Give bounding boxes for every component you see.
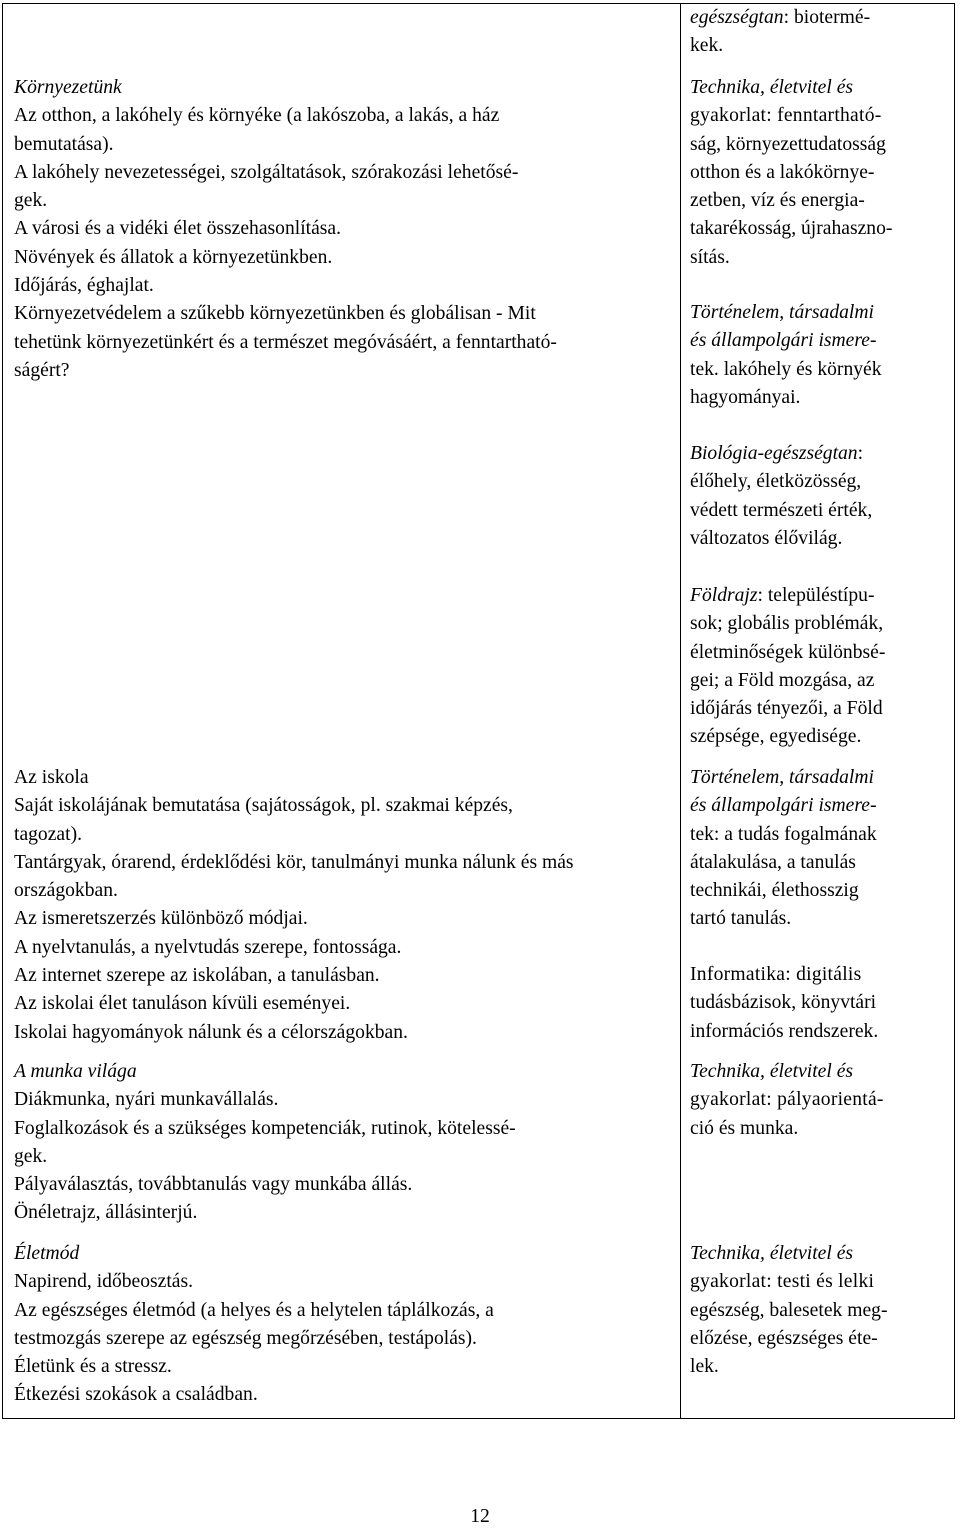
text-line: információs rendszerek.: [690, 1020, 879, 1042]
crossref-biologia-2: [690, 440, 872, 553]
section-az-iskola: [14, 764, 574, 1047]
crossref-tortenelem-1: [690, 299, 882, 412]
text-line: Az internet szerepe az iskolában, a tanulásban.: [14, 965, 380, 987]
text-line: Saját iskolájának bemutatása (sajátosságok, pl. szakmai képzés,: [14, 795, 513, 817]
text-line: változatos élővilág.: [690, 527, 843, 549]
text-line: Az iskolai élet tanuláson kívüli eseményei.: [14, 993, 351, 1015]
text-line: Technika, életvitel és: [690, 1243, 854, 1264]
crossref-technika-2: [690, 1058, 884, 1143]
text-line: ság, környezettudatosság: [690, 133, 886, 155]
text-line: ságért?: [14, 359, 70, 381]
text-line: sítás.: [690, 246, 730, 268]
crossref-technika-3: [690, 1240, 887, 1381]
text-line: A városi és a vidéki élet összehasonlítása.: [14, 218, 342, 240]
text-line: [690, 4, 870, 32]
section-eletmod: [14, 1240, 494, 1410]
text-line: országokban.: [14, 880, 118, 902]
text-line: Technika, életvitel és: [690, 77, 854, 98]
text-line: Iskolai hagyományok nálunk és a célországokban.: [14, 1021, 408, 1043]
text-line: Étkezési szokások a családban.: [14, 1384, 258, 1406]
text-line: Az otthon, a lakóhely és környéke (a lakószoba, a lakás, a ház: [14, 105, 500, 127]
text-line: átalakulása, a tanulás: [690, 851, 856, 873]
text-line: zetben, víz és energia-: [690, 190, 865, 212]
crossref-technika-1: [690, 74, 892, 272]
text-line: gei; a Föld mozgása, az: [690, 669, 875, 691]
section-title: Életmód: [14, 1243, 80, 1264]
text-line: életminőségek különbsé-: [690, 641, 886, 663]
text-line: Életünk és a stressz.: [14, 1356, 172, 1378]
crossref-line: egészségtan: biotermé-: [690, 7, 871, 28]
text-line: tudásbázisok, könyvtári: [690, 992, 877, 1014]
section-a-munka-vilaga: [14, 1058, 516, 1228]
text-line: lek.: [690, 1356, 719, 1378]
text-line: tek. lakóhely és környék: [690, 358, 882, 380]
text-line: Tantárgyak, órarend, érdeklődési kör, tanulmányi munka nálunk és más: [14, 851, 574, 873]
text-line: Történelem, társadalmi: [690, 302, 874, 323]
crossref-tortenelem-2: [690, 764, 877, 934]
text-line: gyakorlat: pályaorientá-: [690, 1089, 884, 1111]
text-line: otthon és a lakókörnye-: [690, 161, 875, 183]
crossref-informatika: [690, 961, 878, 1046]
text-line: tartó tanulás.: [690, 908, 792, 930]
text-line: Önéletrajz, állásinterjú.: [14, 1202, 198, 1224]
crossref-biologia-cont: [690, 4, 870, 61]
text-line: Az ismeretszerzés különböző módjai.: [14, 908, 308, 930]
text-line: gek.: [14, 1145, 48, 1167]
text-line: Történelem, társadalmi: [690, 767, 874, 788]
text-line: A lakóhely nevezetességei, szolgáltatások, szórakozási lehetősé-: [14, 161, 519, 183]
text-line: és állampolgári ismere-: [690, 330, 877, 352]
text-line: előzése, egészséges éte-: [690, 1327, 878, 1349]
text-line: tagozat).: [14, 823, 82, 845]
text-line: Pályaválasztás, továbbtanulás vagy munkába állás.: [14, 1174, 413, 1196]
page-number: 12: [470, 1506, 490, 1527]
section-title: Az iskola: [14, 767, 89, 788]
text-line: tehetünk környezetünkért és a természet megóvásáért, a fenntartható-: [14, 331, 557, 353]
text-line: Időjárás, éghajlat.: [14, 275, 154, 297]
text-line: Technika, életvitel és: [690, 1061, 854, 1082]
text-line: Informatika: digitális: [690, 964, 862, 985]
text-line: takarékosság, újrahaszno-: [690, 218, 893, 240]
text-line: gyakorlat: fenntartható-: [690, 105, 882, 127]
text-line: Földrajz: településtípu-: [690, 585, 875, 606]
text-line: tek: a tudás fogalmának: [690, 823, 877, 845]
text-line: védett természeti érték,: [690, 499, 873, 521]
column-divider: [680, 3, 681, 1419]
text-line: bemutatása).: [14, 133, 114, 155]
text-line: Környezetvédelem a szűkebb környezetünkben és globálisan - Mit: [14, 303, 536, 325]
section-title: A munka világa: [14, 1061, 137, 1082]
text-line: időjárás tényezői, a Föld: [690, 698, 883, 720]
text-line: Foglalkozások és a szükséges kompetenciák, rutinok, kötelessé-: [14, 1117, 516, 1139]
text-line: egészség, balesetek meg-: [690, 1299, 888, 1321]
text-line: élőhely, életközösség,: [690, 471, 862, 493]
text-line: Az egészséges életmód (a helyes és a helytelen táplálkozás, a: [14, 1299, 494, 1321]
text-line: gek.: [14, 190, 48, 212]
text-line: ció és munka.: [690, 1117, 799, 1139]
text-line: Diákmunka, nyári munkavállalás.: [14, 1089, 279, 1111]
text-line: sok; globális problémák,: [690, 613, 884, 635]
text-line: technikái, élethosszig: [690, 880, 859, 902]
text-line: Növények és állatok a környezetünkben.: [14, 246, 333, 268]
text-line: és állampolgári ismere-: [690, 795, 877, 817]
text-line: kek.: [690, 35, 724, 57]
section-title: Környezetünk: [14, 77, 122, 98]
text-line: gyakorlat: testi és lelki: [690, 1271, 875, 1293]
crossref-foldrajz: [690, 582, 885, 752]
text-line: szépsége, egyedisége.: [690, 726, 862, 748]
text-line: Napirend, időbeosztás.: [14, 1271, 194, 1293]
text-line: hagyományai.: [690, 386, 801, 408]
text-line: testmozgás szerepe az egészség megőrzésében, testápolás).: [14, 1327, 477, 1349]
text-line: A nyelvtanulás, a nyelvtudás szerepe, fontossága.: [14, 936, 402, 958]
text-line: Biológia-egészségtan:: [690, 443, 864, 464]
section-kornyezetunk: [14, 74, 557, 385]
